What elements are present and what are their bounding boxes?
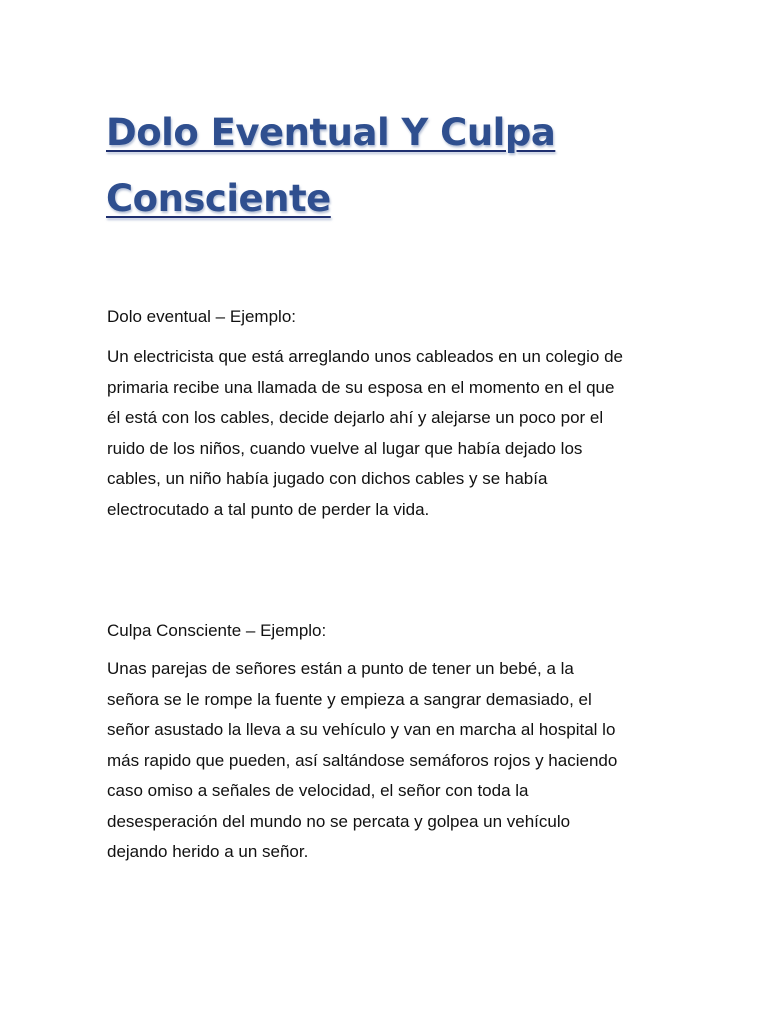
paragraph-line: desesperación del mundo no se percata y golpea un vehículo — [107, 811, 571, 831]
section-heading-dolo-eventual: Dolo eventual – Ejemplo: — [107, 307, 297, 326]
paragraph-line: señora se le rompe la fuente y empieza a sangrar demasiado, el — [107, 689, 592, 709]
paragraph-line: señor asustado la lleva a su vehículo y van en marcha al hospital lo — [107, 720, 616, 739]
paragraph-line: ruido de los niños, cuando vuelve al lugar que había dejado los — [107, 438, 583, 458]
paragraph-line: Unas parejas de señores están a punto de tener un bebé, a la — [107, 659, 574, 678]
paragraph-culpa-consciente — [107, 654, 667, 868]
paragraph-dolo-eventual — [107, 342, 667, 525]
document-title — [106, 100, 666, 232]
document-title-line-2: Consciente — [106, 177, 331, 220]
paragraph-line: primaria recibe una llamada de su esposa en el momento en el que — [107, 377, 615, 397]
paragraph-line: caso omiso a señales de velocidad, el señor con toda la — [107, 781, 529, 800]
paragraph-line: cables, un niño había jugado con dichos cables y se había — [107, 469, 548, 488]
section-heading-culpa-consciente: Culpa Consciente – Ejemplo: — [107, 621, 327, 640]
paragraph-line: electrocutado a tal punto de perder la vida. — [107, 499, 430, 519]
document-title-line-1: Dolo Eventual Y Culpa — [106, 111, 556, 154]
paragraph-line: más rapido que pueden, así saltándose semáforos rojos y haciendo — [107, 750, 618, 770]
paragraph-line: dejando herido a un señor. — [107, 842, 309, 861]
paragraph-line: él está con los cables, decide dejarlo ahí y alejarse un poco por el — [107, 408, 604, 427]
paragraph-line: Un electricista que está arreglando unos cableados en un colegio de — [107, 347, 624, 366]
